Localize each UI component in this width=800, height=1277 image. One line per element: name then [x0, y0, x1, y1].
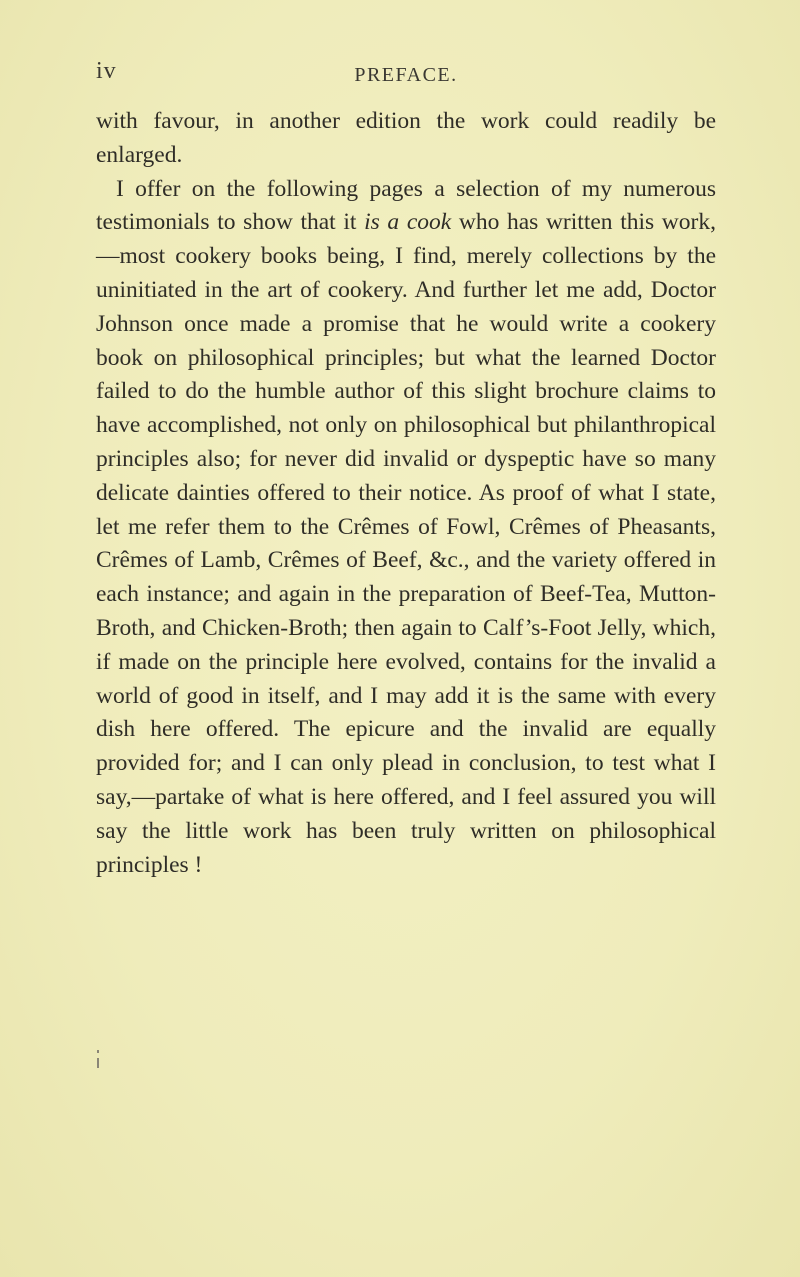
paragraph-testimonials [96, 173, 716, 883]
text-segment: who has written this work,—most cookery books being, I find, merely collections by the uninitiated in the art of cookery. And further let me add, Doctor Johnson once made a promise that he would write a cookery book on philosophical principles; but what the learned Doctor failed to do the humble author of this slight brochure claims to have accomplished, not only on philosophical but philanthropical principles also; for never did invalid or dyspeptic have so many delicate dainties offered to their notice. As proof of what I state, let me refer them to the Crêmes of Fowl, Crêmes of Pheasants, Crêmes of Lamb, Crêmes of Beef, &c., and the variety offered in each instance; and again in the preparation of Beef-Tea, Mutton-Broth, and Chicken-Broth; then again to Calf’s-Foot Jelly, which, if made on the principle here evolved, contains for the invalid a world of good in itself, and I may add it is the same with every dish here offered. The epicure and the invalid are equally provided for; and I can only plead in conclusion, to test what I say,—partake of what is here offered, and I feel assured you will say the little work has been truly written on philosophical principles ! [96, 209, 716, 878]
paragraph-continuation [96, 105, 716, 173]
running-title: PREFACE. [354, 64, 458, 86]
paper-speck-marks [95, 1050, 103, 1070]
italic-emphasis: is a cook [364, 209, 452, 236]
body-text [96, 105, 716, 882]
page-header [96, 58, 716, 94]
page-number: iv [96, 58, 117, 84]
text-segment: I offer on the following pages a selection of my numerous testimonials to show that it [96, 175, 716, 236]
text-segment: with favour, in another edition the work could readily be enlarged. [96, 108, 716, 168]
